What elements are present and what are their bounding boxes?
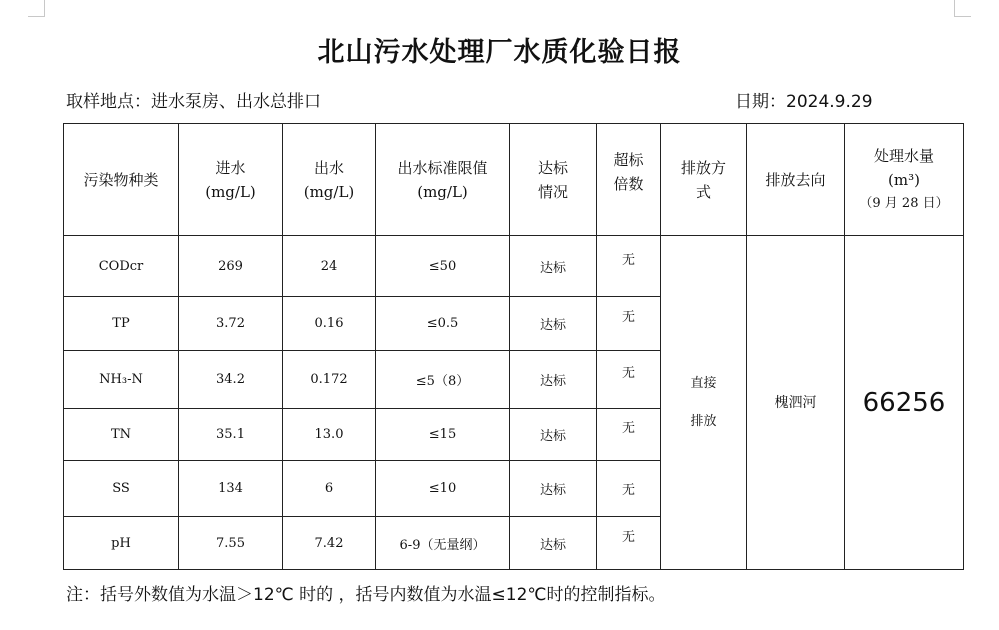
header-volume: 处理水量 (m³) （9 月 28 日） [845, 124, 964, 236]
cell-type: CODcr [64, 236, 179, 297]
cell-compliance: 达标 [510, 236, 597, 297]
report-title: 北山污水处理厂水质化验日报 [317, 37, 682, 68]
cell-influent: 35.1 [179, 409, 283, 461]
cell-effluent: 7.42 [283, 517, 376, 570]
cell-effluent: 6 [283, 461, 376, 517]
footnote: 注：括号外数值为水温＞12℃ 时的 ，括号内数值为水温≤12℃时的控制指标。 [66, 585, 666, 605]
cell-volume: 66256 [845, 236, 964, 570]
sampling-location: 取样地点：进水泵房、出水总排口 [66, 92, 321, 112]
table-row [64, 236, 964, 297]
cell-limit: ≤15 [376, 409, 510, 461]
cell-limit: ≤50 [376, 236, 510, 297]
cell-influent: 7.55 [179, 517, 283, 570]
cell-limit: ≤0.5 [376, 297, 510, 351]
cell-influent: 3.72 [179, 297, 283, 351]
cell-limit: ≤10 [376, 461, 510, 517]
header-influent: 进水 (mg/L) [179, 124, 283, 236]
cell-type: TN [64, 409, 179, 461]
cell-compliance: 达标 [510, 409, 597, 461]
cell-exceed-times: 无 [597, 409, 661, 461]
header-destination: 排放去向 [747, 124, 845, 236]
report-date: 日期：2024.9.29 [735, 92, 873, 112]
cell-influent: 34.2 [179, 351, 283, 409]
cell-compliance: 达标 [510, 351, 597, 409]
cell-effluent: 13.0 [283, 409, 376, 461]
header-pollutant: 污染物种类 [64, 124, 179, 236]
cell-exceed-times: 无 [597, 297, 661, 351]
cell-type: pH [64, 517, 179, 570]
cell-destination: 槐泗河 [747, 236, 845, 570]
header-discharge-mode: 排放方 式 [661, 124, 747, 236]
cell-discharge-mode: 直接 排放 [661, 236, 747, 570]
cell-limit: ≤5（8） [376, 351, 510, 409]
cell-limit: 6-9（无量纲） [376, 517, 510, 570]
cell-influent: 269 [179, 236, 283, 297]
header-compliance: 达标 情况 [510, 124, 597, 236]
cell-exceed-times: 无 [597, 517, 661, 570]
cell-type: TP [64, 297, 179, 351]
page-corner-mark-right [954, 0, 971, 17]
cell-compliance: 达标 [510, 461, 597, 517]
cell-exceed-times: 无 [597, 351, 661, 409]
header-limit: 出水标准限值 (mg/L) [376, 124, 510, 236]
cell-compliance: 达标 [510, 297, 597, 351]
header-exceed-times: 超标 倍数 [597, 124, 661, 236]
cell-compliance: 达标 [510, 517, 597, 570]
water-quality-table [63, 123, 964, 570]
cell-influent: 134 [179, 461, 283, 517]
table-header-row [64, 124, 964, 236]
page-corner-mark-left [28, 0, 45, 17]
cell-effluent: 0.16 [283, 297, 376, 351]
cell-type: NH₃-N [64, 351, 179, 409]
cell-effluent: 0.172 [283, 351, 376, 409]
cell-type: SS [64, 461, 179, 517]
cell-exceed-times: 无 [597, 461, 661, 517]
header-effluent: 出水 (mg/L) [283, 124, 376, 236]
cell-exceed-times: 无 [597, 236, 661, 297]
cell-effluent: 24 [283, 236, 376, 297]
